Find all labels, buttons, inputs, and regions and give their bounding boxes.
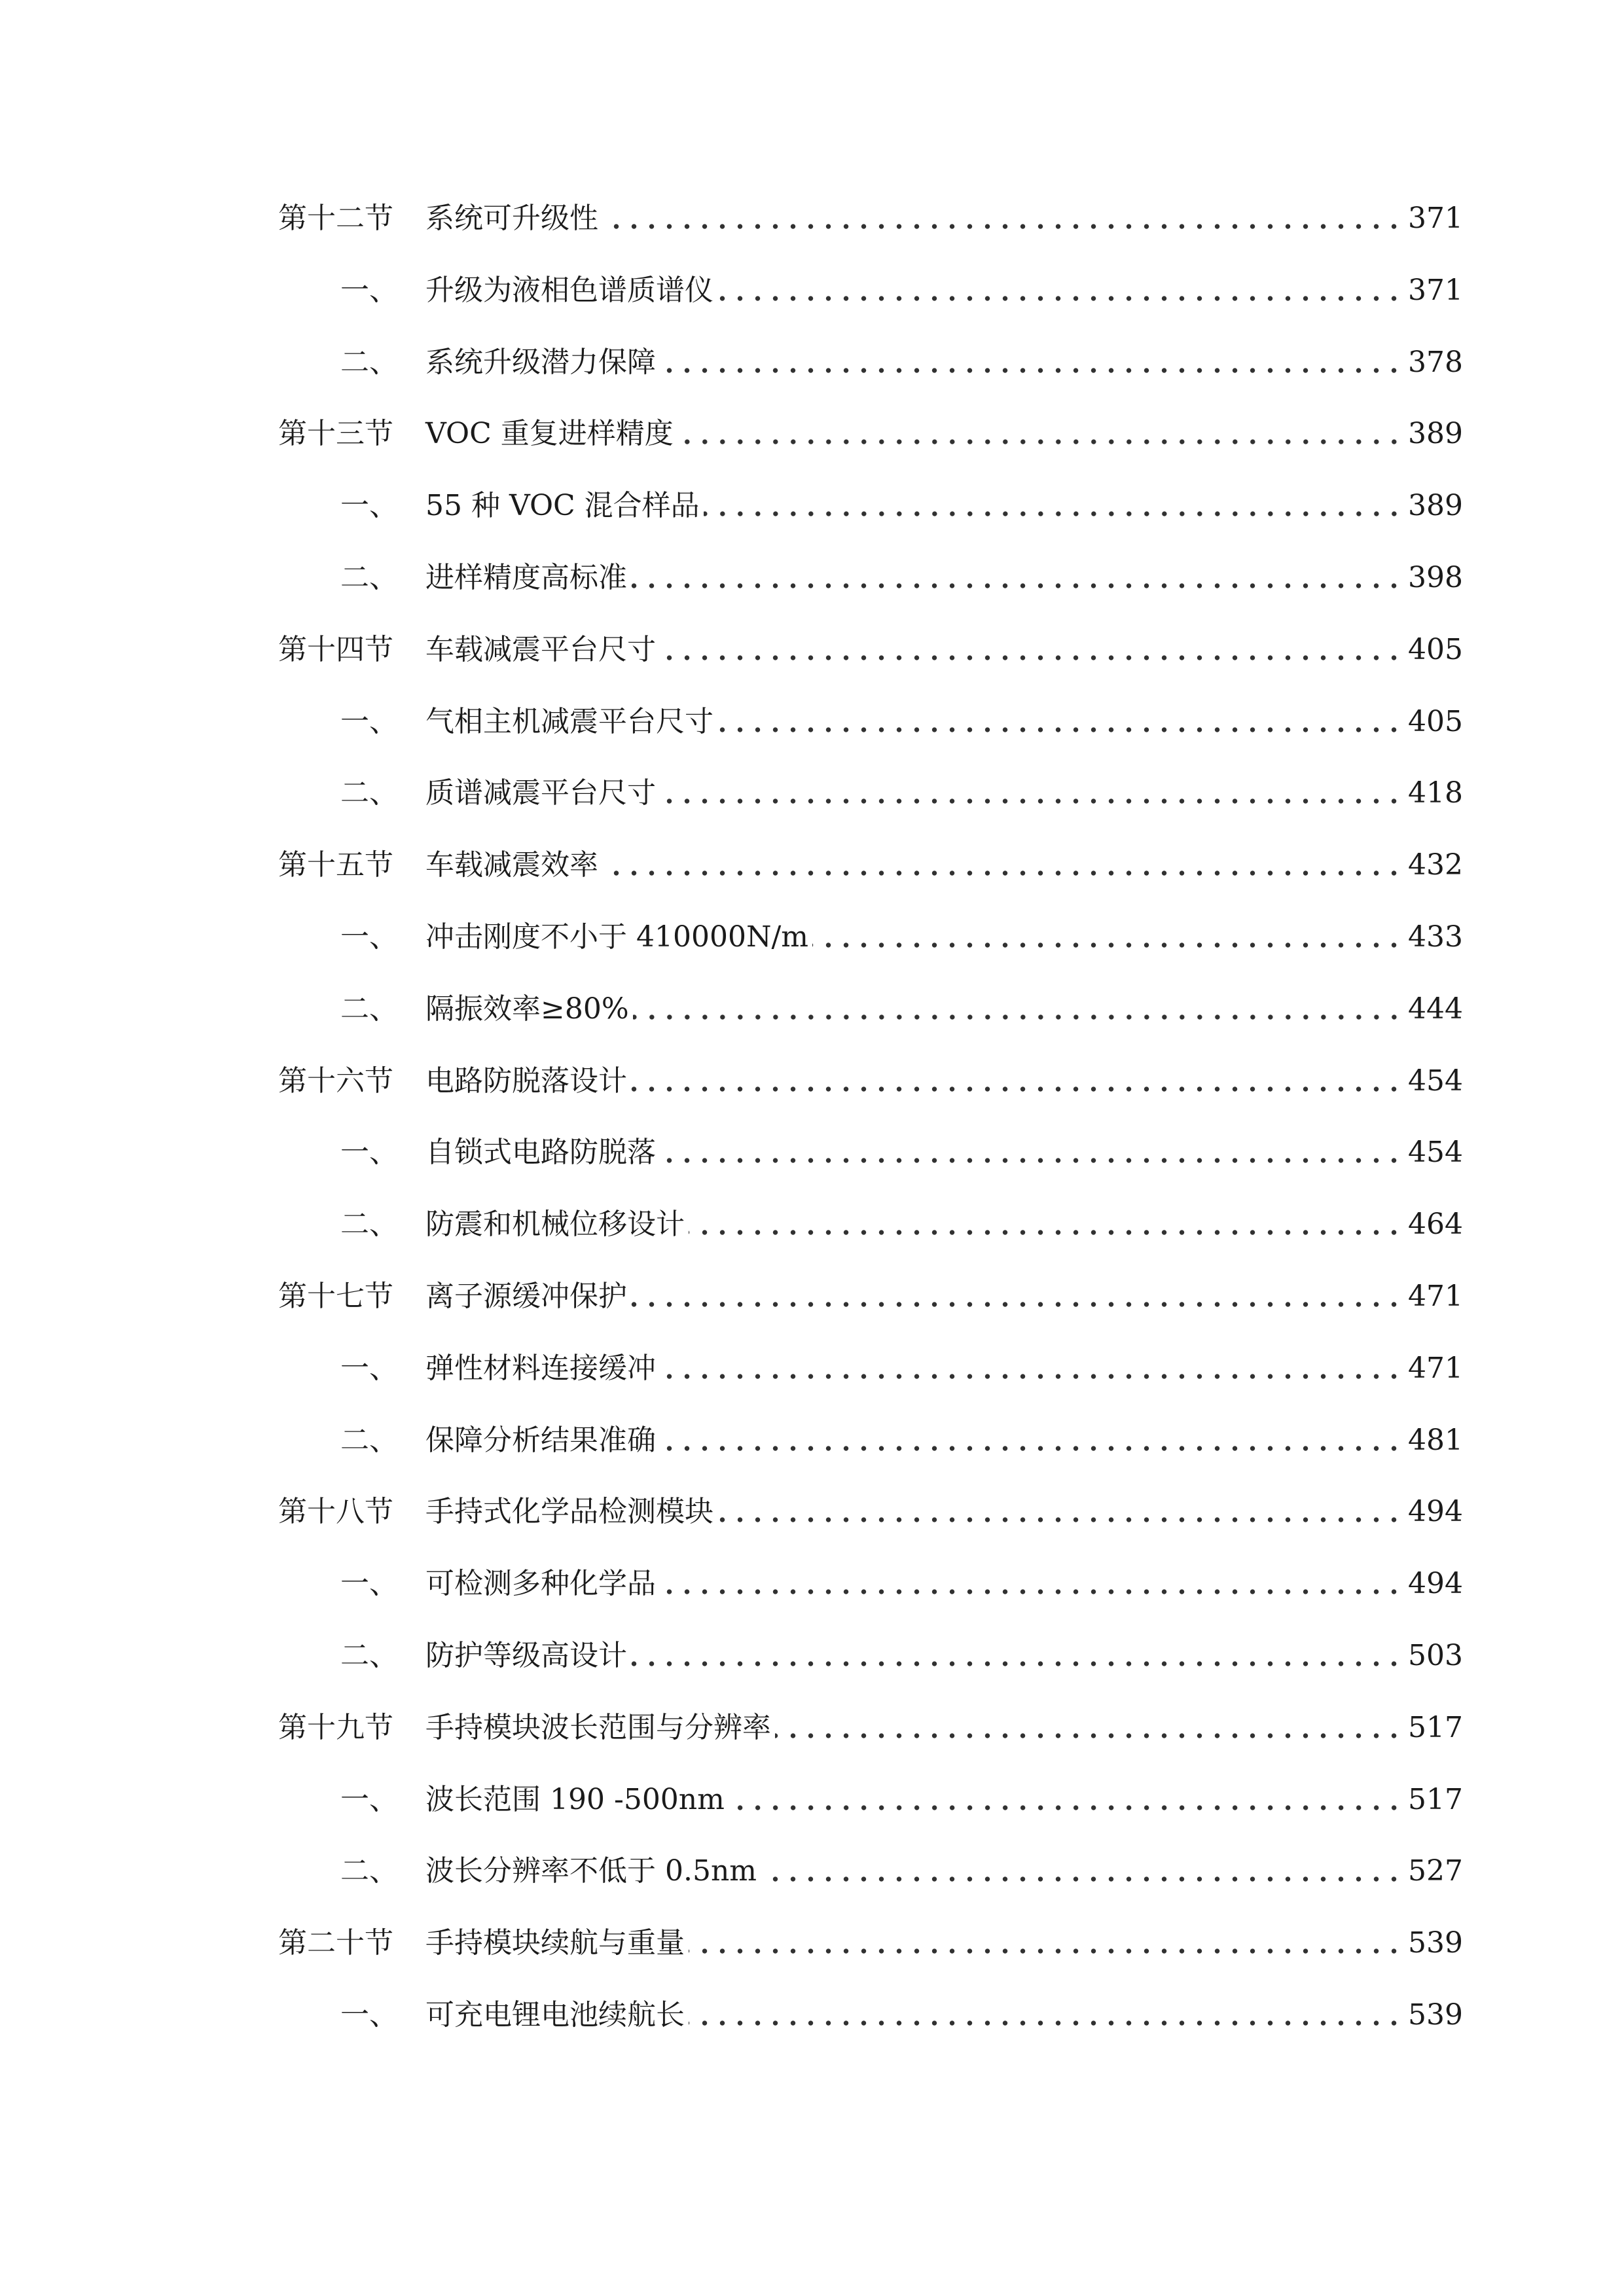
toc-item-entry[interactable] <box>340 1202 1463 1247</box>
dot-leader <box>631 1058 1403 1104</box>
page-number: 389 <box>1408 489 1463 522</box>
toc-item-entry[interactable] <box>340 1777 1463 1823</box>
section-number: 第十五节 <box>278 848 393 882</box>
page-number: 405 <box>1408 633 1463 666</box>
dot-leader <box>660 770 1403 816</box>
toc-entry-label <box>340 1992 685 2038</box>
toc-entry-label <box>278 411 674 457</box>
section-number: 第十六节 <box>278 1064 393 1098</box>
page-number: 433 <box>1408 920 1463 954</box>
dot-leader <box>660 1346 1403 1391</box>
toc-entry-label <box>278 1920 685 1966</box>
page-number: 405 <box>1408 705 1463 738</box>
item-number: 二、 <box>340 561 398 594</box>
page-number: 517 <box>1408 1783 1463 1816</box>
toc-item-entry[interactable] <box>340 340 1463 386</box>
toc-section-entry[interactable] <box>278 1274 1463 1319</box>
page-number: 471 <box>1408 1352 1463 1385</box>
toc-entry-label <box>340 986 629 1032</box>
page-number: 503 <box>1408 1639 1463 1672</box>
toc-entry-label <box>340 914 808 960</box>
page-number: 454 <box>1408 1136 1463 1169</box>
dot-leader <box>631 1274 1403 1319</box>
dot-leader <box>660 1561 1403 1607</box>
toc-entry-title: 自锁式电路防脱落 <box>425 1136 656 1169</box>
toc-item-entry[interactable] <box>340 483 1463 529</box>
section-number: 第十八节 <box>278 1495 393 1528</box>
dot-leader <box>704 483 1403 529</box>
item-number: 二、 <box>340 992 398 1026</box>
toc-section-entry[interactable] <box>278 1489 1463 1535</box>
section-number: 第十四节 <box>278 633 393 666</box>
toc-entry-title: 防护等级高设计 <box>425 1639 627 1672</box>
toc-entry-title: 手持模块续航与重量 <box>425 1926 685 1960</box>
dot-leader <box>602 842 1403 888</box>
toc-entry-title: VOC 重复进样精度 <box>425 417 674 450</box>
dot-leader <box>729 1777 1403 1823</box>
item-number: 一、 <box>340 489 398 522</box>
toc-entry-label <box>278 1058 627 1104</box>
toc-entry-label <box>278 1274 627 1319</box>
toc-item-entry[interactable] <box>340 1992 1463 2038</box>
item-number: 二、 <box>340 776 398 810</box>
toc-entry-label <box>340 699 713 745</box>
dot-leader <box>660 627 1403 673</box>
item-number: 二、 <box>340 1424 398 1457</box>
page-number: 539 <box>1408 1998 1463 2032</box>
page-number: 371 <box>1408 202 1463 235</box>
item-number: 一、 <box>340 1567 398 1600</box>
toc-item-entry[interactable] <box>340 986 1463 1032</box>
dot-leader <box>689 1992 1403 2038</box>
toc-entry-title: 手持模块波长范围与分辨率 <box>425 1711 771 1744</box>
item-number: 一、 <box>340 1352 398 1385</box>
section-number: 第十九节 <box>278 1711 393 1744</box>
page-number: 494 <box>1408 1495 1463 1528</box>
toc-entry-label <box>340 1130 656 1175</box>
item-number: 二、 <box>340 346 398 379</box>
dot-leader <box>660 1418 1403 1463</box>
toc-entry-title: 气相主机减震平台尺寸 <box>425 705 713 738</box>
item-number: 二、 <box>340 1854 398 1888</box>
dot-leader <box>602 196 1403 242</box>
toc-section-entry[interactable] <box>278 411 1463 457</box>
toc-entry-title: 进样精度高标准 <box>425 561 627 594</box>
section-number: 第十七节 <box>278 1280 393 1313</box>
page-number: 527 <box>1408 1854 1463 1888</box>
page-number: 398 <box>1408 561 1463 594</box>
toc-section-entry[interactable] <box>278 627 1463 673</box>
toc-item-entry[interactable] <box>340 914 1463 960</box>
dot-leader <box>660 340 1403 386</box>
toc-entry-title: 升级为液相色谱质谱仪 <box>425 274 713 307</box>
toc-entry-title: 波长范围 190 -500nm <box>425 1783 725 1816</box>
toc-entry-label <box>340 1202 685 1247</box>
page-number: 454 <box>1408 1064 1463 1098</box>
section-number: 第二十节 <box>278 1926 393 1960</box>
toc-section-entry[interactable] <box>278 842 1463 888</box>
dot-leader <box>717 268 1403 314</box>
section-number: 第十三节 <box>278 417 393 450</box>
toc-entry-title: 55 种 VOC 混合样品 <box>425 489 700 522</box>
dot-leader <box>689 1920 1403 1966</box>
toc-item-entry[interactable] <box>340 1418 1463 1463</box>
page-number: 539 <box>1408 1926 1463 1960</box>
page-number: 378 <box>1408 346 1463 379</box>
toc-entry-title: 可检测多种化学品 <box>425 1567 656 1600</box>
page-number: 418 <box>1408 776 1463 810</box>
toc-entry-title: 冲击刚度不小于 410000N/m <box>425 920 808 954</box>
page-number: 464 <box>1408 1208 1463 1241</box>
toc-item-entry[interactable] <box>340 1130 1463 1175</box>
toc-entry-title: 隔振效率≥80% <box>425 992 629 1026</box>
page-number: 432 <box>1408 848 1463 882</box>
dot-leader <box>660 1130 1403 1175</box>
item-number: 一、 <box>340 920 398 954</box>
item-number: 一、 <box>340 1998 398 2032</box>
toc-entry-title: 保障分析结果准确 <box>425 1424 656 1457</box>
item-number: 一、 <box>340 1136 398 1169</box>
toc-entry-label <box>278 1489 713 1535</box>
page-number: 389 <box>1408 417 1463 450</box>
section-number: 第十二节 <box>278 202 393 235</box>
item-number: 一、 <box>340 1783 398 1816</box>
dot-leader <box>677 411 1403 457</box>
toc-item-entry[interactable] <box>340 699 1463 745</box>
page-number: 471 <box>1408 1280 1463 1313</box>
toc-entry-label <box>340 1346 656 1391</box>
toc-entry-label <box>340 268 713 314</box>
page-number: 517 <box>1408 1711 1463 1744</box>
toc-item-entry[interactable] <box>340 1561 1463 1607</box>
dot-leader <box>689 1202 1403 1247</box>
toc-entry-title: 系统可升级性 <box>425 202 598 235</box>
toc-entry-label <box>278 196 598 242</box>
page-number: 481 <box>1408 1424 1463 1457</box>
toc-entry-label <box>340 1777 725 1823</box>
toc-entry-label <box>340 1633 627 1679</box>
toc-section-entry[interactable] <box>278 1920 1463 1966</box>
toc-entry-title: 弹性材料连接缓冲 <box>425 1352 656 1385</box>
toc-entry-title: 离子源缓冲保护 <box>425 1280 627 1313</box>
toc-item-entry[interactable] <box>340 555 1463 601</box>
toc-section-entry[interactable] <box>278 196 1463 242</box>
toc-entry-title: 可充电锂电池续航长 <box>425 1998 685 2032</box>
toc-section-entry[interactable] <box>278 1705 1463 1751</box>
toc-entry-label <box>340 1418 656 1463</box>
item-number: 二、 <box>340 1639 398 1672</box>
dot-leader <box>717 1489 1403 1535</box>
toc-entry-label <box>340 340 656 386</box>
dot-leader <box>775 1705 1403 1751</box>
toc-entry-label <box>340 1848 757 1894</box>
page-number: 371 <box>1408 274 1463 307</box>
item-number: 一、 <box>340 705 398 738</box>
toc-entry-title: 手持式化学品检测模块 <box>425 1495 713 1528</box>
page-number: 444 <box>1408 992 1463 1026</box>
dot-leader <box>717 699 1403 745</box>
page-number: 494 <box>1408 1567 1463 1600</box>
toc-entry-title: 波长分辨率不低于 0.5nm <box>425 1854 757 1888</box>
toc-entry-label <box>340 770 656 816</box>
toc-section-entry[interactable] <box>278 1058 1463 1104</box>
item-number: 二、 <box>340 1208 398 1241</box>
toc-entry-label <box>340 1561 656 1607</box>
toc-entry-title: 电路防脱落设计 <box>425 1064 627 1098</box>
toc-item-entry[interactable] <box>340 268 1463 314</box>
dot-leader <box>631 1633 1403 1679</box>
dot-leader <box>761 1848 1403 1894</box>
dot-leader <box>812 914 1403 960</box>
toc-entry-title: 质谱减震平台尺寸 <box>425 776 656 810</box>
toc-entry-label <box>340 483 700 529</box>
toc-entry-title: 系统升级潜力保障 <box>425 346 656 379</box>
toc-item-entry[interactable] <box>340 1848 1463 1894</box>
toc-entry-label <box>278 627 656 673</box>
item-number: 一、 <box>340 274 398 307</box>
toc-entry-label <box>278 1705 771 1751</box>
toc-item-entry[interactable] <box>340 1346 1463 1391</box>
toc-entry-title: 防震和机械位移设计 <box>425 1208 685 1241</box>
toc-entry-title: 车载减震平台尺寸 <box>425 633 656 666</box>
dot-leader <box>633 986 1403 1032</box>
toc-entry-label <box>340 555 627 601</box>
dot-leader <box>631 555 1403 601</box>
toc-entry-title: 车载减震效率 <box>425 848 598 882</box>
toc-entry-label <box>278 842 598 888</box>
toc-item-entry[interactable] <box>340 1633 1463 1679</box>
toc-item-entry[interactable] <box>340 770 1463 816</box>
